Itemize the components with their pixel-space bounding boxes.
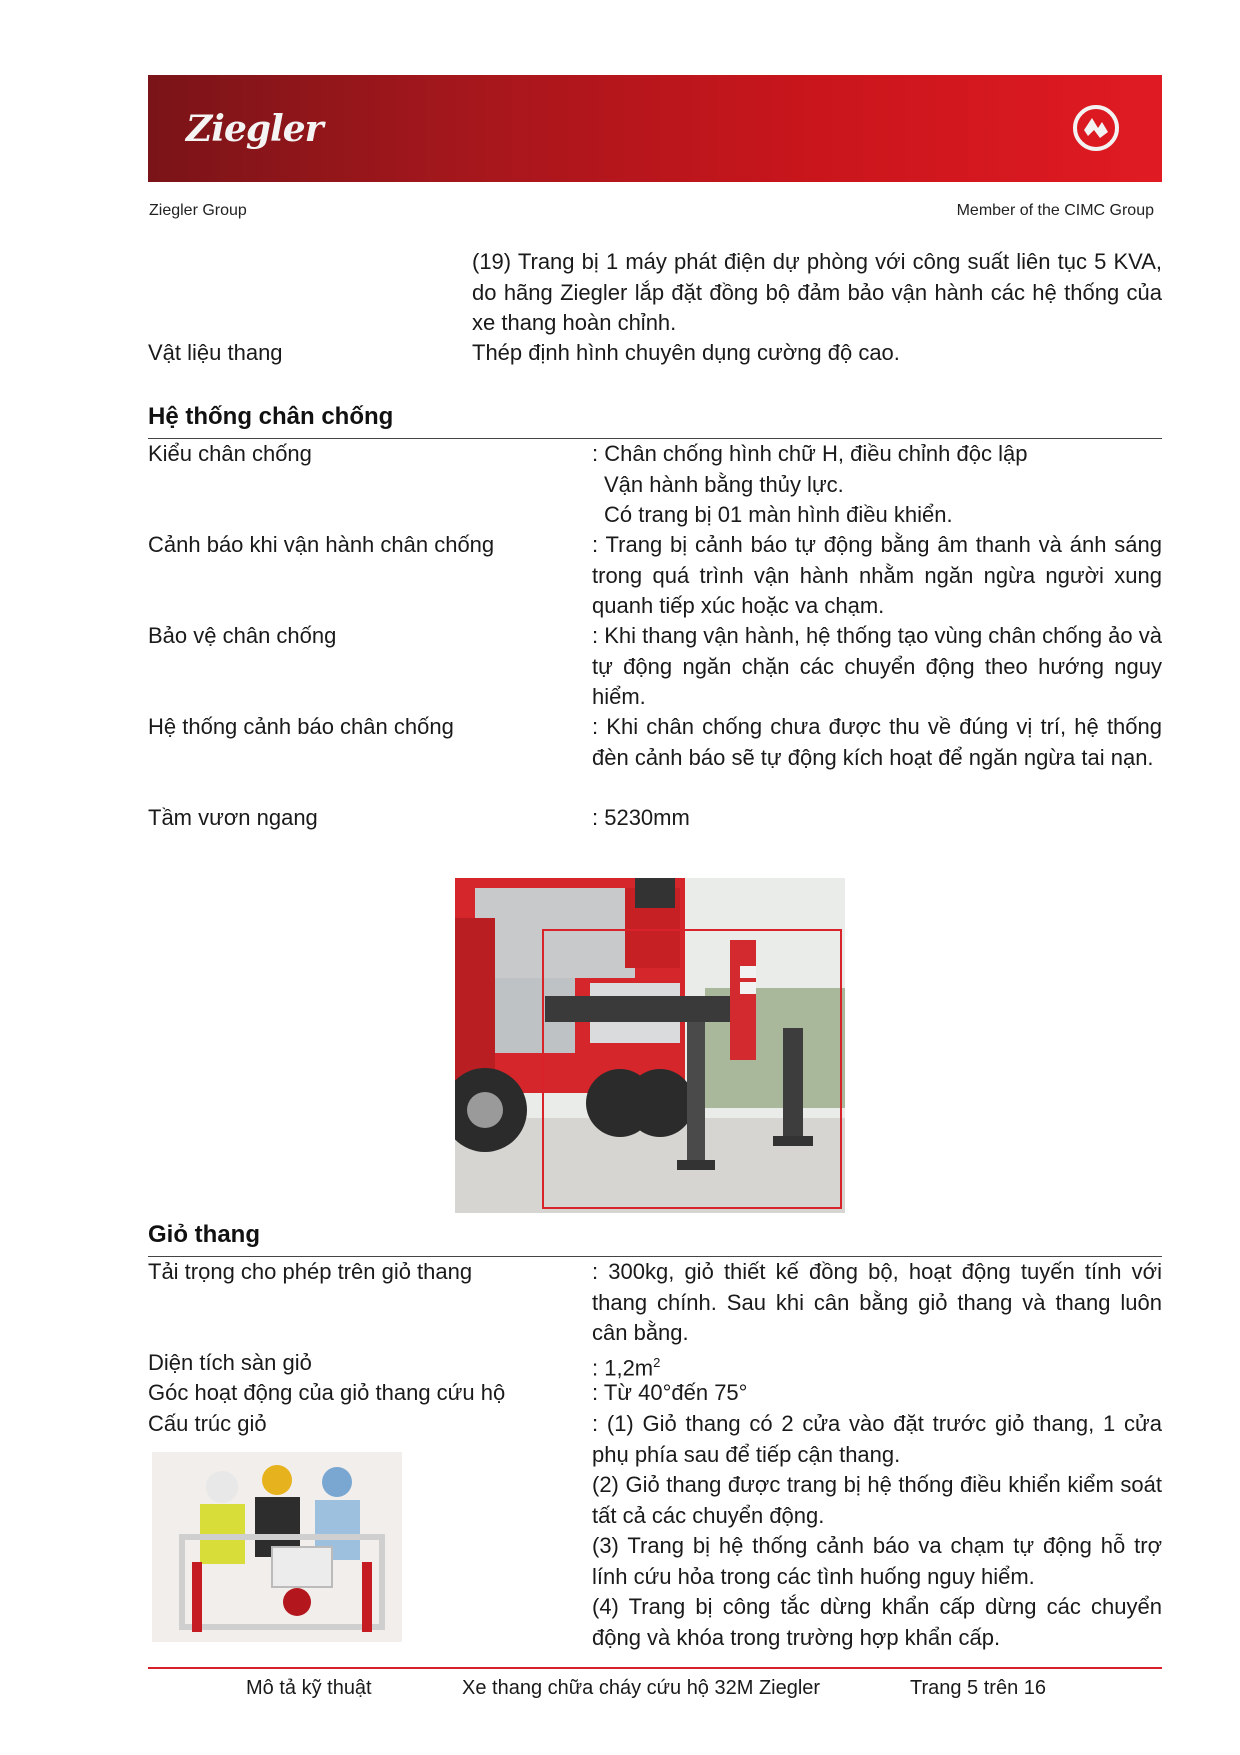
outrigger-reach-label: Tầm vươn ngang [148, 805, 318, 830]
basket-angle-label: Góc hoạt động của giỏ thang cứu hộ [148, 1380, 506, 1405]
footer-left: Mô tả kỹ thuật [246, 1677, 372, 1699]
rescue-basket-photo [152, 1452, 402, 1642]
outrigger-type-value [592, 439, 1162, 531]
basket-load-value: : 300kg, giỏ thiết kế đồng bộ, hoạt động tuyến tính với thang chính. Sau khi cân bằng giỏ thang và thang luôn cân bằng. [592, 1259, 1162, 1345]
footer-page-number: Trang 5 trên 16 [910, 1677, 1047, 1699]
basket-structure-label: Cấu trúc giỏ [148, 1411, 267, 1436]
outrigger-type-line-1: : Chân chống hình chữ H, điều chỉnh độc lập [592, 441, 1028, 466]
basket-structure-item-4: (4) Trang bị công tắc dừng khẩn cấp dừng các chuyển động và khóa trong trường hợp khẩn cấp. [592, 1594, 1162, 1650]
outrigger-warning-value: : Trang bị cảnh báo tự động bằng âm thanh và ánh sáng trong quá trình vận hành nhằm ngăn ngừa người xung quanh tiếp xúc hoặc va chạm. [592, 532, 1162, 618]
basket-structure-list [592, 1409, 1162, 1653]
outrigger-section-title: Hệ thống chân chống [148, 403, 394, 430]
outrigger-warning-label: Cảnh báo khi vận hành chân chống [148, 532, 495, 557]
outrigger-type-label: Kiểu chân chống [148, 441, 312, 466]
basket-structure-item-3: (3) Trang bị hệ thống cảnh báo va chạm tự động hỗ trợ lính cứu hỏa trong các tình huống nguy hiểm. [592, 1533, 1162, 1589]
outrigger-truck-photo [455, 878, 845, 1213]
outrigger-protection-label: Bảo vệ chân chống [148, 623, 337, 648]
basket-structure-item-1: : (1) Giỏ thang có 2 cửa vào đặt trước giỏ thang, 1 cửa phụ phía sau để tiếp cận thang. [592, 1411, 1162, 1467]
outrigger-protection-value: : Khi thang vận hành, hệ thống tạo vùng chân chống ảo và tự động ngăn chặn các chuyển động theo hướng nguy hiểm. [592, 623, 1163, 709]
cimc-emblem-icon [1072, 104, 1120, 152]
basket-load-label: Tải trọng cho phép trên giỏ thang [148, 1259, 473, 1284]
outrigger-alarm-label: Hệ thống cảnh báo chân chống [148, 714, 454, 739]
basket-area-label: Diện tích sàn giỏ [148, 1350, 312, 1375]
ladder-material-label: Vật liệu thang [148, 340, 283, 365]
group-right-label: Member of the CIMC Group [956, 202, 1154, 219]
footer-divider [148, 1667, 1162, 1669]
basket-section-title: Giỏ thang [148, 1221, 260, 1248]
basket-angle-value: : Từ 40°đến 75° [592, 1380, 748, 1405]
basket-area-superscript: 2 [653, 1355, 661, 1370]
basket-structure-item-2: (2) Giỏ thang được trang bị hệ thống điều khiển kiểm soát tất cả các chuyển động. [592, 1472, 1162, 1528]
basket-area-number: : 1,2m [592, 1355, 654, 1381]
ladder-material-value: Thép định hình chuyên dụng cường độ cao. [472, 340, 900, 365]
group-left-label: Ziegler Group [149, 202, 247, 219]
outrigger-type-line-3: Có trang bị 01 màn hình điều khiển. [604, 502, 953, 527]
footer-center: Xe thang chữa cháy cứu hộ 32M Ziegler [462, 1677, 821, 1699]
ziegler-logo: Ziegler [186, 108, 323, 150]
outrigger-alarm-value: : Khi chân chống chưa được thu về đúng vị trí, hệ thống đèn cảnh báo sẽ tự động kích hoạt để ngăn ngừa tai nạn. [592, 714, 1162, 770]
intro-item-19: (19) Trang bị 1 máy phát điện dự phòng với công suất liên tục 5 KVA, do hãng Ziegler lắp đặt đồng bộ đảm bảo vận hành các hệ thống của xe thang hoàn chỉnh. [472, 249, 1162, 335]
outrigger-type-line-2: Vận hành bằng thủy lực. [604, 471, 844, 497]
outrigger-reach-value: : 5230mm [592, 805, 690, 830]
